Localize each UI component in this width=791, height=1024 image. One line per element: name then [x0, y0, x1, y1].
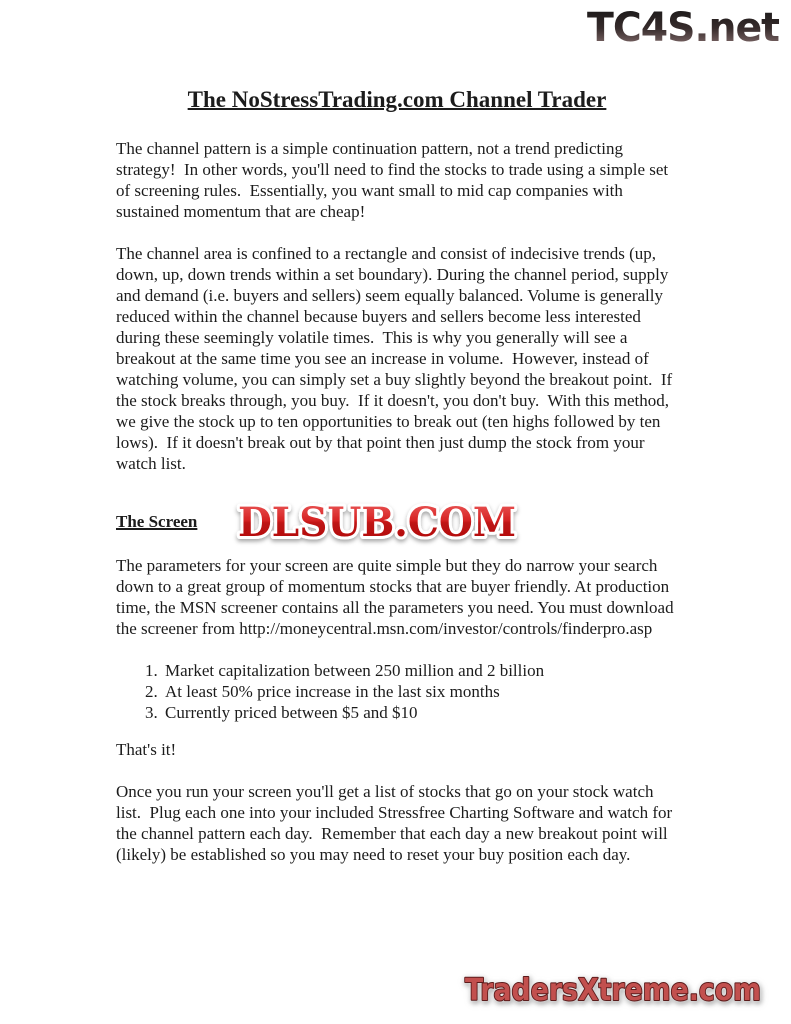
paragraph-closing: Once you run your screen you'll get a list of stocks that go on your stock watch list. Plug each one into your included Stressfree Charting Software and watch for the channel pattern each day. Remember that each day a new breakout point will (likely) be established so you may need to reset your buy position each day. [116, 782, 677, 864]
tradersxtreme-logo-text: TradersXtreme.com [465, 973, 761, 1008]
tradersxtreme-logo [457, 966, 769, 1014]
dlsub-watermark [231, 495, 523, 547]
paragraph-intro: The channel pattern is a simple continuation pattern, not a trend predicting strategy! In other words, you'll need to find the stocks to trade using a simple set of screening rules. Essentially, you want small to mid cap companies with sustained momentum that are cheap! [116, 139, 673, 221]
screen-rule: 1. Market capitalization between 250 million and 2 billion [162, 660, 678, 681]
paragraph-channel: The channel area is confined to a rectangle and consist of indecisive trends (up, down, up, down trends within a set boundary). During the channel period, supply and demand (i.e. buyers and sellers) seem equally balanced. Volume is generally reduced within the channel because buyers and sellers become less interested during these seemingly volatile times. This is why you generally will see a breakout at the same time you see an increase in volume. However, instead of watching volume, you can simply set a buy slightly beyond the breakout point. If the stock breaks through, you buy. If it doesn't, you don't buy. With this method, we give the stock up to ten opportunities to break out (ten highs followed by ten lows). If it doesn't break out by that point then just dump the stock from your watch list. [116, 244, 677, 473]
paragraph-screen-params [116, 555, 678, 639]
screen-rule: 3. Currently priced between $5 and $10 [162, 702, 678, 723]
screen-section-row [116, 495, 678, 547]
section-heading-the-screen: The Screen [116, 511, 198, 531]
page-title: The NoStressTrading.com Channel Trader [187, 87, 607, 112]
thats-it-text: That's it! [116, 740, 177, 759]
screen-rule: 2. At least 50% price increase in the last six months [162, 681, 678, 702]
screen-rules-list [116, 660, 678, 723]
tc4s-logo [583, 2, 783, 52]
screener-url: http://moneycentral.msn.com/investor/controls/finderpro.asp [239, 619, 653, 638]
dlsub-watermark-text: DLSUB.COM [238, 499, 517, 546]
tc4s-logo-text: TC4S.net [587, 5, 780, 51]
document-content [116, 86, 678, 886]
paragraph-screen-params-text: The parameters for your screen are quite simple but they do narrow your search down to a great group of momentum stocks that are buyer friendly. At production time, the MSN screener contains all the parameters you need. You must download the screener from [116, 556, 678, 638]
